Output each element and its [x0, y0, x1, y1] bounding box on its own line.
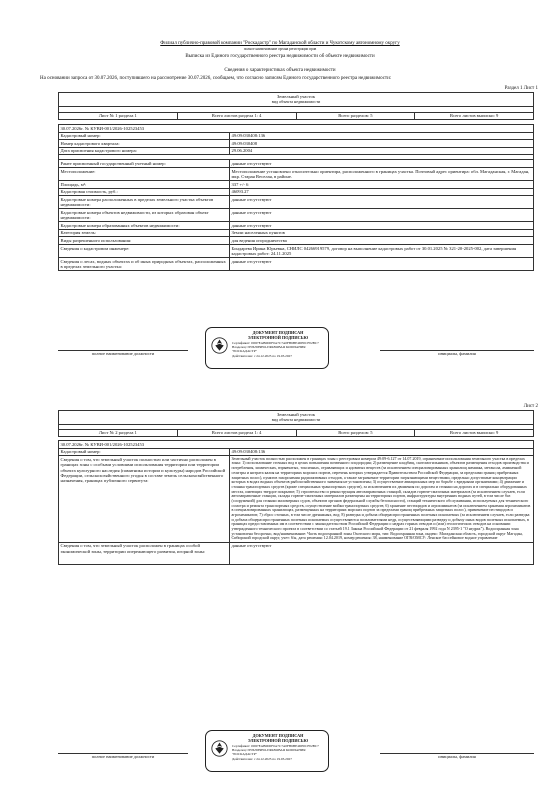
- detail-value: данные отсутствуют: [230, 209, 534, 222]
- detail-value: 46093.27: [230, 188, 534, 196]
- detail-row: [59, 542, 534, 564]
- extract-title: Выписка из Единого государственного реестра недвижимости об объекте недвижимости: [185, 54, 375, 59]
- stamp-owner: Владелец: ПУБЛИЧНО-ПРАВОВАЯ КОМПАНИЯ: [232, 748, 306, 753]
- stamp-subtitle: ЭЛЕКТРОННОЙ ПОДПИСЬЮ: [247, 334, 309, 340]
- zone-restriction-value: Земельный участок полностью расположен в границах зоны с реестровым номером 49:09-6.127 от 14.07.2019, ограничение использования земельного участка в пределах зоны: 1) использование сточных вод в целях повышения почвенного плодородия; 2) размещение кладбищ, скотомогильников, объектов размещения отходов производства и потребления, химических, взрывчатых, токсичных, отравляющих и ядовитых веществ (за исключением специализированных хранилищ аммиака, метанола, аммиачной селитры и нитрата калия на территориях морских портов, перечень которых утверждается Правительством Российской Федерации, за пределами границ прибрежных защитных полос), пунктов захоронения радиоактивных отходов, а также загрязнение территории загрязняющими веществами, предельно допустимые концентрации которых в водах водных объектов рыбохозяйственного значения не установлены; 3) осуществление авиационных мер по борьбе с вредными организмами; 4) движение и стоянка транспортных средств (кроме специальных транспортных средств), за исключением их движения по дорогам и стоянки на дорогах и в специально оборудованных местах, имеющих твердое покрытие; 5) строительство и реконструкция автозаправочных станций, складов горюче-смазочных материалов (за исключением случаев, если автозаправочные станции, склады горюче-смазочных материалов размещены на территориях портов, инфраструктуры внутренних водных путей, в том числе баз (сооружений) для стоянки маломерных судов, объектов органов федеральной службы безопасности), станций технического обслуживания, используемых для технического осмотра и ремонта транспортных средств, осуществление мойки транспортных средств; 6) хранение пестицидов и агрохимикатов (за исключением хранения агрохимикатов в специализированных хранилищах, размещенных на территориях морских портов за пределами границ прибрежных защитных полос), применение пестицидов и агрохимикатов; 7) сброс сточных, в том числе дренажных, вод; 8) разведка и добыча общераспространенных полезных ископаемых (за исключением случаев, если разведка и добыча общераспространенных полезных ископаемых осуществляются пользователями недр, осуществляющими разведку и добычу иных видов полезных ископаемых, в границах предоставленных им в соответствии с законодательством Российской Федерации о недрах горных отводов и (или) геологических отводов на основании утвержденного технического проекта в соответствии со статьей 19.1 Закона Российской Федерации от 21 февраля 1992 года N 2395-1 "О недрах"). Водоохранная зона установлена бессрочно, вид/наименование: Часть водоохранной зоны Охотского моря, тип: Водоохранная зона, индекс: Магаданская область, городской округ Магадан, Сибирский городской округ, учет: 6/н, дата решения: 12.04.2019, номер решения: 38, наименование ОГВ/ОМСУ: Ленское бассейновое водное управление: [230, 456, 534, 543]
- detail-value: 49:09:030408:136: [230, 448, 534, 456]
- stamp-owner: Владелец: ПУБЛИЧНО-ПРАВОВАЯ КОМПАНИЯ: [232, 345, 306, 350]
- detail-label: Кадастровые номера образованных объектов недвижимости:: [59, 222, 230, 230]
- object-details-table: [58, 124, 534, 271]
- sections-total: Всего разделов: 5: [296, 112, 415, 120]
- detail-label: Кадастровые номера объектов недвижимости, из которых образован объект недвижимости:: [59, 209, 230, 222]
- detail-row: [59, 160, 534, 168]
- extract-sheets-total: Всего листов выписки: 9: [415, 112, 534, 120]
- detail-value: данные отсутствуют: [230, 222, 534, 230]
- stamp-validity: Действителен: с 24.12.2025 по 19.03.2027: [232, 756, 292, 761]
- detail-label: Кадастровый номер:: [59, 132, 230, 140]
- detail-value: 49:09:030408:136: [230, 132, 534, 140]
- request-basis: На основании запроса от 30.07.2026, поступившего на рассмотрение 30.07.2026, сообщаем, что согласно записям Единого государственного реестра недвижимости:: [40, 76, 392, 81]
- stamp-subtitle: ЭЛЕКТРОННОЙ ПОДПИСЬЮ: [247, 737, 309, 743]
- detail-label: Категория земель:: [59, 229, 230, 237]
- object-header-table: [58, 410, 534, 437]
- sheet-number: Лист № 2 раздела 1: [59, 429, 178, 437]
- section-sheets-total: Всего листов раздела 1: 4: [177, 429, 296, 437]
- section-sheet-label: Раздел 1 Лист 1: [504, 86, 538, 91]
- detail-label: Площадь, м²:: [59, 180, 230, 188]
- name-caption: инициалы, фамилия: [438, 351, 476, 356]
- detail-value: 29.06.2004: [230, 147, 534, 155]
- section-sheets-total: Всего листов раздела 1: 4: [177, 112, 296, 120]
- detail-label: Кадастровый номер:: [59, 448, 230, 456]
- detail-value: 49:09:030408: [230, 140, 534, 148]
- e-signature-stamp: [205, 730, 329, 772]
- stamp-title: ДОКУМЕНТ ПОДПИСАН: [252, 733, 304, 738]
- detail-value: 337 +/- 6: [230, 180, 534, 188]
- detail-label: Сведения о кадастровом инженере:: [59, 244, 230, 257]
- zone-details-table: [58, 440, 534, 565]
- stamp-certificate: Сертификат: 00D7EAB6D0F0A7C7A0FB6BE4DE0CF02BC7: [232, 340, 319, 345]
- characteristics-title: Сведения о характеристиках объекта недвижимости: [224, 68, 336, 73]
- detail-value: Местоположение установлено относительно ориентира, расположенного в границах участка. Почтовый адрес ориентира: обл. Магаданская, г. Магадан, мкр. Старая Веселая, в районе.: [230, 167, 534, 180]
- sheet-number: Лист № 1 раздела 1: [59, 112, 178, 120]
- detail-row: [59, 244, 534, 257]
- object-header-table: [58, 92, 534, 120]
- detail-value: данные отсутствуют: [230, 196, 534, 209]
- detail-value: для ведения огородничества: [230, 237, 534, 245]
- detail-label: Номер кадастрового квартала:: [59, 140, 230, 148]
- extract-page-2: [0, 396, 560, 792]
- emblem-icon: [211, 740, 228, 757]
- detail-row: [59, 209, 534, 222]
- sheet-2-label: Лист 2: [523, 404, 538, 409]
- org-name: Филиал публично-правовой компании "Роскадастр" по Магаданской области и Чукотскому автономному округу: [160, 41, 400, 46]
- land-plot-label: Земельный участок: [59, 411, 534, 418]
- detail-row: [59, 456, 534, 543]
- detail-row: [59, 222, 534, 230]
- org-subcaption: полное наименование органа регистрации прав: [243, 47, 317, 51]
- extract-sheets-total: Всего листов выписки: 9: [415, 429, 534, 437]
- position-caption: полное наименование должности: [91, 351, 155, 356]
- detail-row: [59, 140, 534, 148]
- extract-date-number: 30.07.2026г. № КУВИ-001/2026-102523453: [59, 125, 534, 133]
- detail-row: [59, 180, 534, 188]
- stamp-certificate: Сертификат: 00D7EAB6D0F0A7C7A0FB6BE4DE0CF02BC7: [232, 743, 319, 748]
- detail-label: Виды разрешенного использования:: [59, 237, 230, 245]
- detail-row: [59, 188, 534, 196]
- detail-label: Дата присвоения кадастрового номера:: [59, 147, 230, 155]
- detail-value: данные отсутствуют: [230, 160, 534, 168]
- name-caption: инициалы, фамилия: [438, 754, 476, 759]
- detail-row: [59, 132, 534, 140]
- detail-label: Сведения о лесах, водных объектах и об иных природных объектах, расположенных в пределах земельного участка:: [59, 257, 230, 270]
- detail-value: Бондарева Ирина Юрьевна, СНИЛС 04266919579, договор на выполнение кадастровых работ от 30.01.2025 № 321-20-2025-002, дата завершения кадастровых работ: 24.11.2025: [230, 244, 534, 257]
- detail-row: [59, 229, 534, 237]
- detail-label: Кадастровая стоимость, руб.:: [59, 188, 230, 196]
- detail-row: [59, 257, 534, 270]
- detail-row: [59, 167, 534, 180]
- object-type-caption: вид объекта недвижимости: [59, 418, 534, 425]
- detail-value: данные отсутствуют: [230, 257, 534, 270]
- detail-row: [59, 196, 534, 209]
- economic-zone-value: данные отсутствуют: [230, 542, 534, 564]
- stamp-owner-name: "РОСКАДАСТР": [232, 752, 257, 757]
- position-caption: полное наименование должности: [91, 754, 155, 759]
- zone-restriction-label: Сведения о том, что земельный участок полностью или частично расположен в границах зоны с особыми условиями использования территории или территории объекта культурного наследия (памятника истории и культуры) народов Российской Федерации, сельскохозяйственного угодья в составе земель сельскохозяйственного назначения, границах публичного сервитута:: [59, 456, 230, 543]
- detail-value: Земли населенных пунктов: [230, 229, 534, 237]
- detail-label: Кадастровые номера расположенных в пределах земельного участка объектов недвижимости:: [59, 196, 230, 209]
- economic-zone-label: Сведения о том, что земельный участок расположен в границах особой экономической зоны, территории опережающего развития, игорной зоны:: [59, 542, 230, 564]
- detail-label: Местоположение:: [59, 167, 230, 180]
- stamp-validity: Действителен: с 24.12.2025 по 19.03.2027: [232, 353, 292, 358]
- detail-row: [59, 147, 534, 155]
- e-signature-stamp: [205, 327, 329, 369]
- emblem-icon: [211, 337, 228, 354]
- detail-row: [59, 237, 534, 245]
- extract-date-number: 30.07.2026г. № КУВИ-001/2026-102523453: [59, 441, 534, 449]
- sections-total: Всего разделов: 5: [296, 429, 415, 437]
- detail-row: [59, 448, 534, 456]
- stamp-title: ДОКУМЕНТ ПОДПИСАН: [252, 330, 304, 335]
- object-type-caption: вид объекта недвижимости: [59, 100, 534, 107]
- stamp-owner-name: "РОСКАДАСТР": [232, 349, 257, 354]
- detail-label: Ранее присвоенный государственный учетный номер:: [59, 160, 230, 168]
- land-plot-label: Земельный участок: [59, 93, 534, 100]
